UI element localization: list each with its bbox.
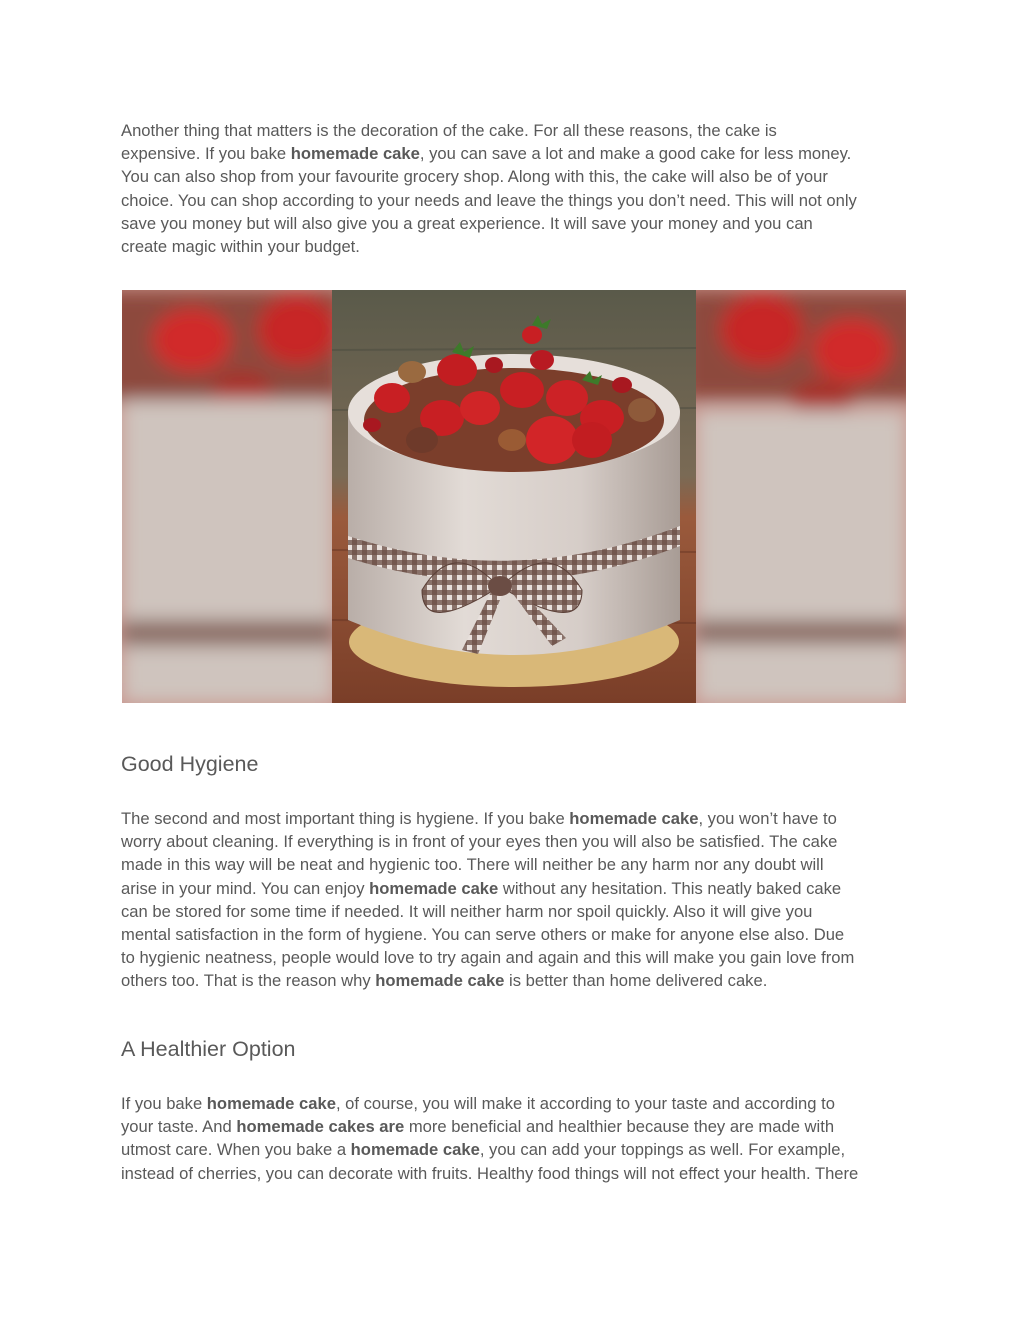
- keyword-bold: homemade cake: [369, 878, 499, 898]
- text-line: made in this way will be neat and hygienic too. There will neither be any harm nor any doubt will: [121, 855, 824, 875]
- hygiene-heading: Good Hygiene: [121, 752, 259, 776]
- text-line: The second and most important thing is hygiene. If you bake homemade cake, you won’t have to: [121, 809, 837, 828]
- text-line: utmost care. When you bake a homemade cake, you can add your toppings as well. For example,: [121, 1140, 846, 1160]
- keyword-bold: homemade cake: [350, 1140, 480, 1160]
- cake-photo: [122, 290, 906, 703]
- text-line: Another thing that matters is the decoration of the cake. For all these reasons, the cake is: [121, 121, 777, 140]
- keyword-bold: homemade cakes are: [236, 1117, 405, 1137]
- text-line: arise in your mind. You can enjoy homemade cake without any hesitation. This neatly baked cake: [121, 878, 842, 898]
- keyword-bold: homemade cake: [290, 144, 420, 164]
- text-line: You can also shop from your favourite grocery shop. Along with this, the cake will also be of your: [121, 167, 828, 187]
- text-line: your taste. And homemade cakes are more beneficial and healthier because they are made with: [121, 1117, 835, 1137]
- healthier-heading: A Healthier Option: [121, 1037, 296, 1061]
- text-line: others too. That is the reason why homemade cake is better than home delivered cake.: [121, 971, 768, 991]
- text-line: save you money but will also give you a great experience. It will save your money and you can: [121, 213, 813, 233]
- main-cake-photo: [332, 290, 696, 703]
- keyword-bold: homemade cake: [375, 971, 505, 991]
- text-line: can be stored for some time if needed. It will neither harm nor spoil quickly. Also it will give you: [121, 901, 813, 921]
- intro-paragraph: [121, 119, 911, 258]
- blurred-left-panel: [122, 290, 342, 703]
- keyword-bold: homemade cake: [206, 1094, 336, 1113]
- text-line: instead of cherries, you can decorate with fruits. Healthy food things will not effect your health. There: [121, 1163, 859, 1183]
- text-line: choice. You can shop according to your needs and leave the things you don’t need. This will not only: [121, 190, 857, 210]
- text-line: If you bake homemade cake, of course, you will make it according to your taste and according to: [121, 1094, 835, 1113]
- text-line: mental satisfaction in the form of hygiene. You can serve others or make for anyone else also. Due: [121, 925, 845, 945]
- text-line: create magic within your budget.: [121, 237, 360, 257]
- text-line: worry about cleaning. If everything is in front of your eyes then you will also be satisfied. The cake: [121, 832, 838, 852]
- text-line: expensive. If you bake homemade cake, you can save a lot and make a good cake for less money.: [121, 144, 852, 164]
- blurred-right-panel: [682, 290, 906, 703]
- cake-illustration: [122, 290, 906, 703]
- text-line: to hygienic neatness, people would love to try again and again and this will make you gain love from: [121, 948, 855, 968]
- keyword-bold: homemade cake: [569, 809, 699, 828]
- healthier-paragraph: [121, 1092, 911, 1185]
- hygiene-paragraph: [121, 807, 911, 993]
